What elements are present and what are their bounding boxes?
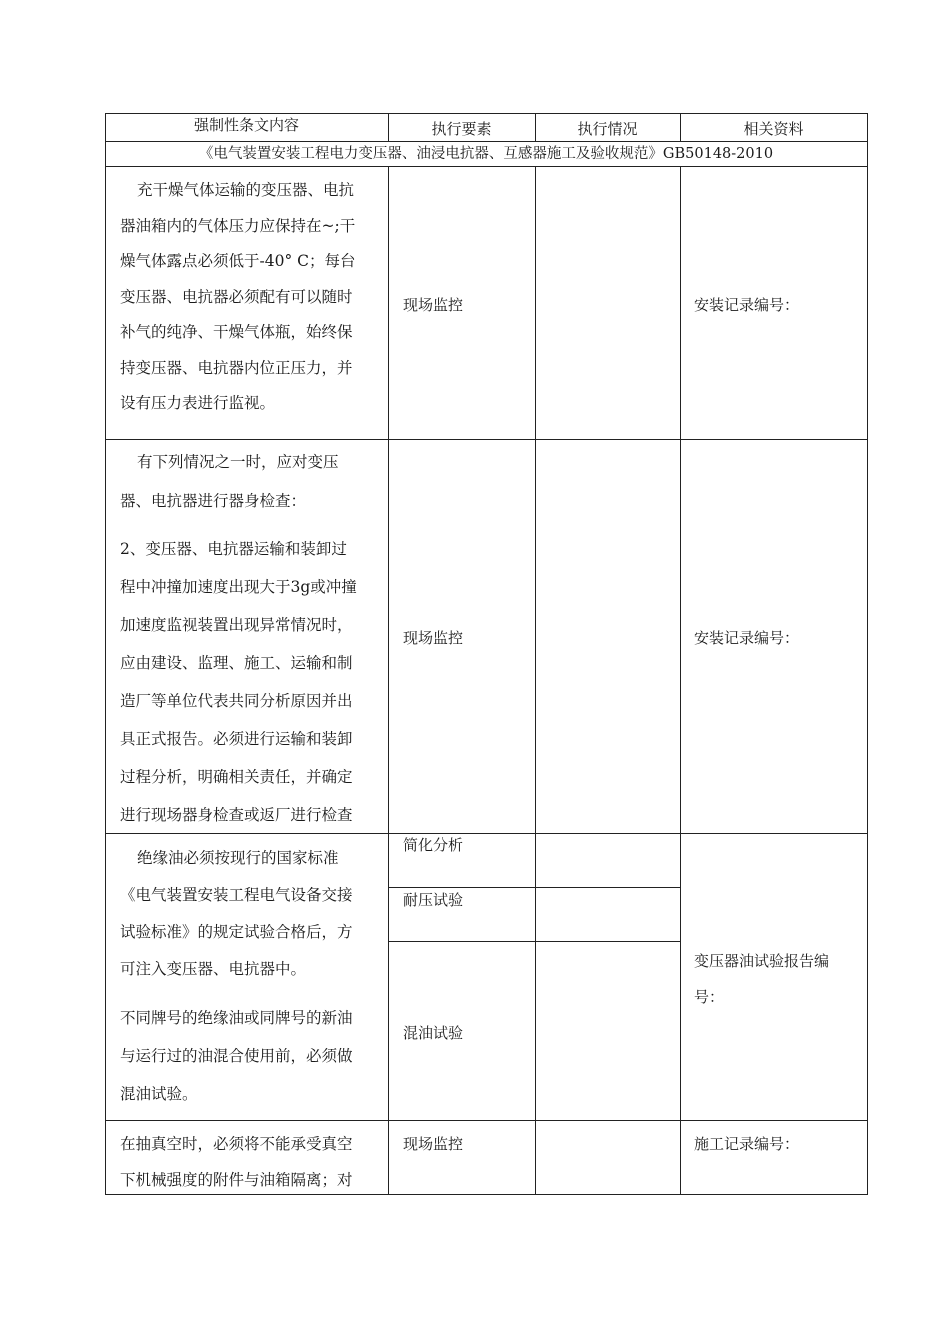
row4-line: 在抽真空时，必须将不能承受真空 [120,1135,353,1153]
row4-element: 现场监控 [403,1135,464,1153]
row3-reference-2: 号： [694,988,725,1006]
table-border-top [105,113,868,114]
row2-line: 加速度监视装置出现异常情况时， [120,616,353,634]
row1-line: 设有压力表进行监视。 [120,394,276,412]
row1-line: 变压器、电抗器必须配有可以随时 [120,287,353,306]
row3-line: 混油试验。 [120,1085,198,1103]
row3-line: 可注入变压器、电抗器中。 [120,960,307,978]
header-divider [105,141,868,142]
row1-element: 现场监控 [403,296,464,314]
row1-line: 充干燥气体运输的变压器、电抗 [137,181,355,199]
row4-reference: 施工记录编号： [694,1135,800,1153]
header-content: 强制性条文内容 [193,116,299,134]
row1-content [120,180,356,429]
row1-line: 燥气体露点必须低于-40° C；每台 [120,252,356,270]
row2-content-b [120,539,357,843]
row4-line: 下机械强度的附件与油箱隔离；对 [120,1170,353,1189]
row2-content-a [120,452,339,529]
row3-element-1: 简化分析 [403,836,464,854]
row3-element-3: 混油试验 [403,1024,464,1042]
row2-line: 有下列情况之一时，应对变压 [137,453,339,471]
row3-line: 《电气装置安装工程电气设备交接 [120,886,353,904]
row1-line: 补气的纯净、干燥气体瓶，始终保 [120,323,353,341]
row1-line: 器油箱内的气体压力应保持在~;干 [120,216,356,235]
row1-divider [105,439,868,440]
row3-line: 不同牌号的绝缘油或同牌号的新油 [120,1009,353,1027]
row3-reference-1: 变压器油试验报告编 [694,952,830,970]
row3-line: 绝缘油必须按现行的国家标准 [137,849,339,867]
row3-sub-divider-1 [388,887,680,888]
col-divider-2 [535,166,536,1195]
row2-reference: 安装记录编号： [694,629,800,647]
standard-title: 《电气装置安装工程电力变压器、油浸电抗器、互感器施工及验收规范》GB50148-2010 [198,146,774,162]
row3-sub-divider-2 [388,941,680,942]
row2-element: 现场监控 [403,629,464,647]
table-border-right [867,113,868,1195]
row2-line: 具正式报告。必须进行运输和装卸 [120,730,353,748]
row1-line: 持变压器、电抗器内位正压力，并 [120,358,353,377]
row3-line: 与运行过的油混合使用前，必须做 [120,1047,353,1065]
row2-line: 器、电抗器进行器身检查： [120,491,307,510]
row2-line: 应由建设、监理、施工、运输和制 [120,654,353,672]
row2-line: 造厂等单位代表共同分析原因并出 [120,692,353,710]
row1-reference: 安装记录编号： [694,296,800,314]
row2-line: 程中冲撞加速度出现大于3g或冲撞 [120,578,357,596]
row3-content-b [120,1008,353,1122]
row3-line: 试验标准》的规定试验合格后，方 [120,923,353,941]
row4-content [120,1134,353,1205]
row3-content-a [120,848,353,996]
row3-element-2: 耐压试验 [403,891,464,909]
title-divider [105,166,868,167]
col-divider-1 [388,166,389,1195]
row2-line: 进行现场器身检查或返厂进行检查 [120,806,353,824]
row2-line: 过程分析，明确相关责任，并确定 [120,768,353,786]
header-status: 执行情况 [577,120,638,138]
header-element: 执行要素 [431,120,492,138]
row2-line: 2、变压器、电抗器运输和装卸过 [120,540,347,558]
col-divider-3 [680,166,681,1195]
header-reference: 相关资料 [743,120,804,138]
table-border-left [105,113,106,1195]
